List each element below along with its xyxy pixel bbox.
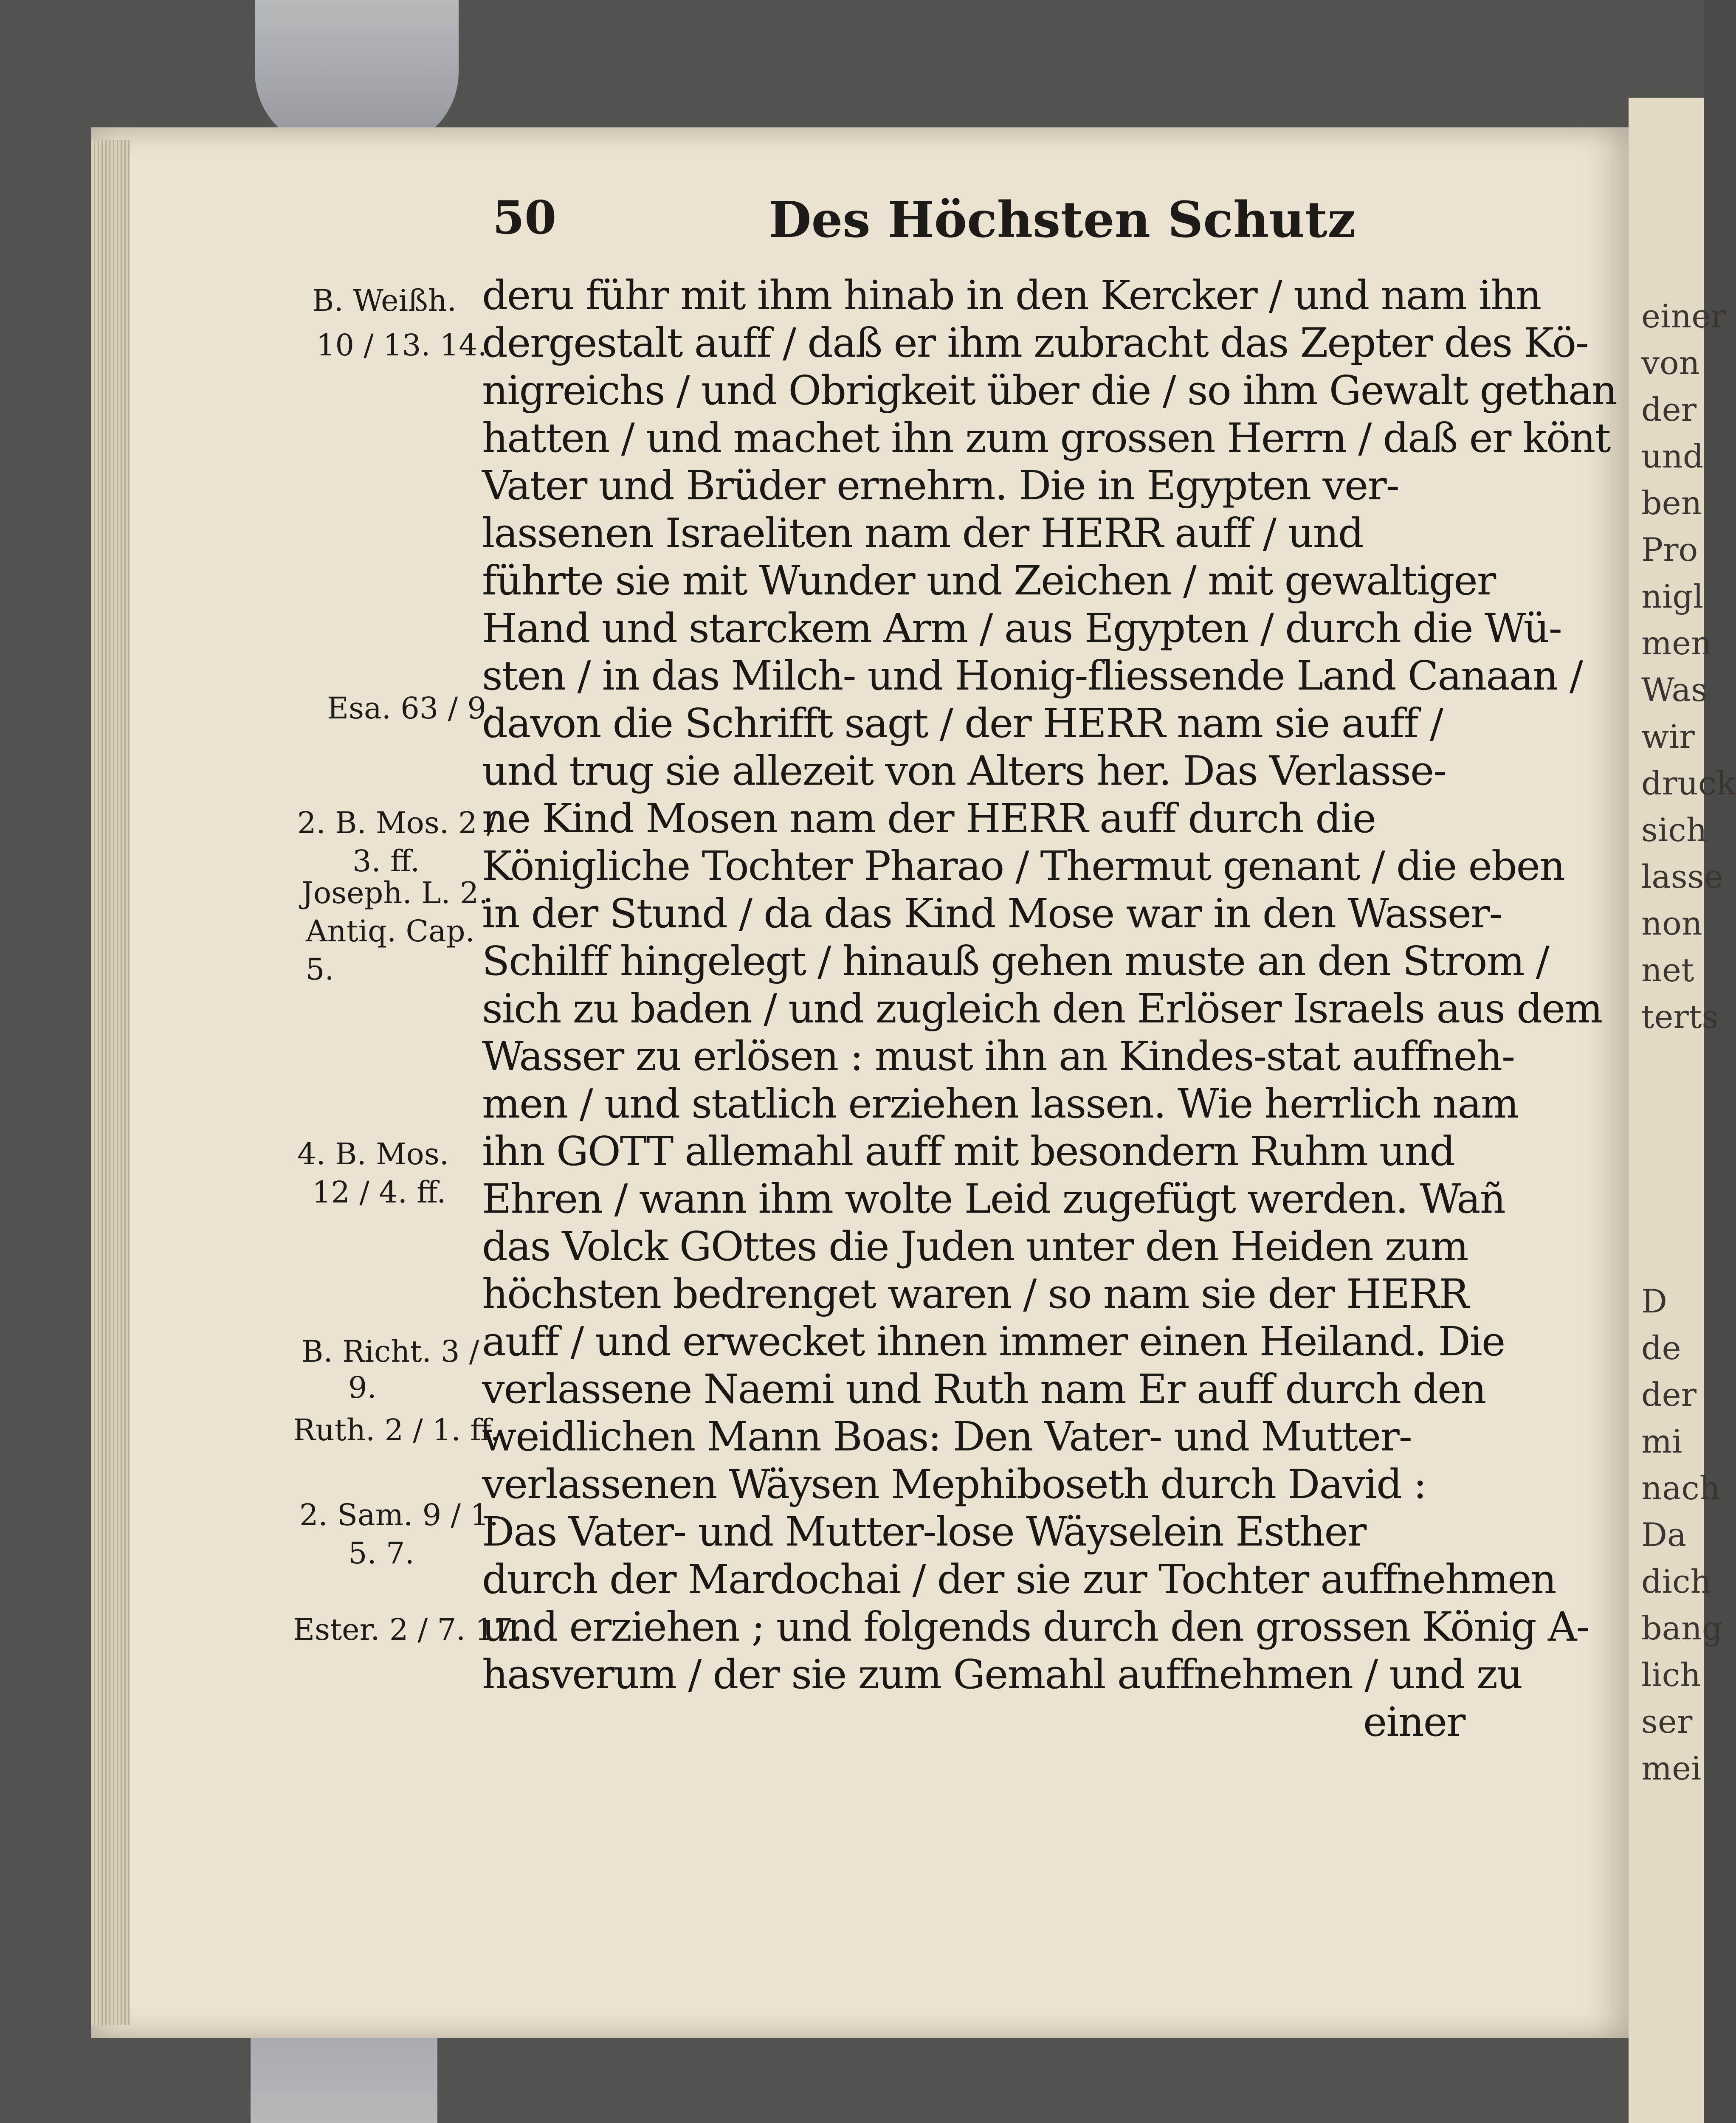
body-line: men / und statlich erziehen lassen. Wie herrlich nam	[482, 1081, 1519, 1127]
body-line: dergestalt auff / daß er ihm zubracht das Zepter des Kö-	[482, 320, 1589, 366]
facing-page-fragment: nach	[1641, 1469, 1720, 1507]
facing-page-fragment: Was	[1641, 671, 1708, 709]
facing-page-fragment: von	[1641, 344, 1700, 382]
body-line: in der Stund / da das Kind Mose war in den Wasser-	[482, 890, 1502, 937]
body-line: ne Kind Mosen nam der HERR auff durch die	[482, 795, 1375, 842]
body-line: führte sie mit Wunder und Zeichen / mit gewaltiger	[482, 557, 1496, 604]
facing-page-fragment: de	[1641, 1329, 1681, 1367]
body-line: Das Vater- und Mutter-lose Wäyselein Esther	[482, 1509, 1366, 1555]
margin-note: B. Richt. 3 /	[302, 1334, 479, 1369]
margin-note: 2. Sam. 9 / 1.	[299, 1498, 499, 1532]
body-line: sich zu baden / und zugleich den Erlöser Israels aus dem	[482, 985, 1602, 1032]
body-line: und erziehen ; und folgends durch den grossen König A-	[482, 1604, 1589, 1650]
facing-page-fragment: Pro	[1641, 531, 1698, 569]
glass-clip-top	[255, 0, 459, 149]
facing-page-fragment: ben	[1641, 484, 1702, 522]
margin-note: 2. B. Mos. 2 /	[297, 805, 497, 840]
body-line: auff / und erwecket ihnen immer einen Heiland. Die	[482, 1318, 1505, 1365]
margin-note: 5. 7.	[348, 1536, 414, 1571]
margin-note: Ester. 2 / 7. 17.	[293, 1612, 522, 1647]
facing-page-fragment: und	[1641, 437, 1704, 475]
body-line: davon die Schrifft sagt / der HERR nam sie auff /	[482, 700, 1443, 747]
body-line: das Volck GOttes die Juden unter den Heiden zum	[482, 1223, 1468, 1270]
margin-note: 10 / 13. 14.	[316, 328, 488, 363]
facing-page-fragment: druck	[1641, 764, 1736, 802]
margin-note: Ruth. 2 / 1. ff.	[293, 1413, 500, 1447]
facing-page-fragment: men	[1641, 624, 1712, 662]
facing-page-fragment: wir	[1641, 718, 1695, 755]
body-line: lassenen Israeliten nam der HERR auff / und	[482, 510, 1363, 557]
body-line: Königliche Tochter Pharao / Thermut genant / die eben	[482, 843, 1565, 890]
body-line: durch der Mardochai / der sie zur Tochter auffnehmen	[482, 1556, 1556, 1603]
page-stack-edges	[91, 140, 130, 2025]
body-line: weidlichen Mann Boas: Den Vater- und Mutter-	[482, 1413, 1412, 1460]
catchword: einer	[1363, 1699, 1465, 1746]
margin-note: 9.	[348, 1370, 377, 1405]
body-line: Schilff hingelegt / hinauß gehen muste an den Strom /	[482, 938, 1549, 985]
page-number: 50	[493, 191, 557, 245]
margin-note: 4. B. Mos.	[297, 1137, 449, 1171]
facing-page-fragment: lich	[1641, 1656, 1701, 1694]
margin-note: 3. ff.	[352, 844, 420, 878]
body-line: sten / in das Milch- und Honig-fliessende Land Canaan /	[482, 653, 1582, 699]
body-line: und trug sie allezeit von Alters her. Das Verlasse-	[482, 748, 1446, 794]
facing-page-fragment: der	[1641, 391, 1697, 428]
body-line: Wasser zu erlösen : must ihn an Kindes-stat auffneh-	[482, 1033, 1515, 1080]
facing-page-fragment: non	[1641, 904, 1702, 942]
body-line: deru führ mit ihm hinab in den Kercker / und nam ihn	[482, 272, 1541, 319]
margin-note: Esa. 63 / 9.	[327, 691, 496, 726]
facing-page-fragment: dich	[1641, 1563, 1711, 1600]
facing-page-fragment: D	[1641, 1282, 1667, 1320]
facing-page-fragment: mi	[1641, 1422, 1682, 1460]
body-line: verlassene Naemi und Ruth nam Er auff durch den	[482, 1366, 1486, 1413]
facing-page-fragment: mei	[1641, 1749, 1702, 1787]
facing-page-fragment: terts	[1641, 998, 1719, 1036]
margin-note: Joseph. L. 2.	[302, 876, 488, 910]
margin-note: B. Weißh.	[312, 283, 457, 318]
body-line: höchsten bedrenget waren / so nam sie der HERR	[482, 1271, 1468, 1318]
facing-page-fragment: sich	[1641, 811, 1707, 849]
body-line: ihn GOTT allemahl auff mit besondern Ruhm und	[482, 1128, 1455, 1175]
running-title: Des Höchsten Schutz	[769, 191, 1356, 249]
facing-page-fragment: Da	[1641, 1516, 1687, 1554]
facing-page-fragment: der	[1641, 1376, 1697, 1413]
facing-page-fragment: bang	[1641, 1609, 1723, 1647]
facing-page-fragment: einer	[1641, 297, 1726, 335]
margin-note: 5.	[306, 952, 334, 987]
margin-note: Antiq. Cap.	[306, 914, 475, 949]
facing-page-fragment: ser	[1641, 1703, 1693, 1740]
body-line: hasverum / der sie zum Gemahl auffnehmen / und zu	[482, 1651, 1522, 1698]
facing-page-fragment: nigl	[1641, 577, 1704, 615]
facing-page-fragment: lasse	[1641, 858, 1723, 895]
facing-page-edge	[1629, 98, 1736, 2123]
body-line: Hand und starckem Arm / aus Egypten / durch die Wü-	[482, 605, 1561, 652]
body-line: verlassenen Wäysen Mephiboseth durch David :	[482, 1461, 1426, 1508]
body-line: Vater und Brüder ernehrn. Die in Egypten ver-	[482, 462, 1399, 509]
body-line: hatten / und machet ihn zum grossen Herrn / daß er könt	[482, 415, 1610, 462]
margin-note: 12 / 4. ff.	[312, 1175, 446, 1210]
body-line: Ehren / wann ihm wolte Leid zugefügt werden. Wañ	[482, 1176, 1505, 1222]
body-line: nigreichs / und Obrigkeit über die / so ihm Gewalt gethan	[482, 367, 1617, 414]
facing-page-fragment: net	[1641, 951, 1694, 989]
